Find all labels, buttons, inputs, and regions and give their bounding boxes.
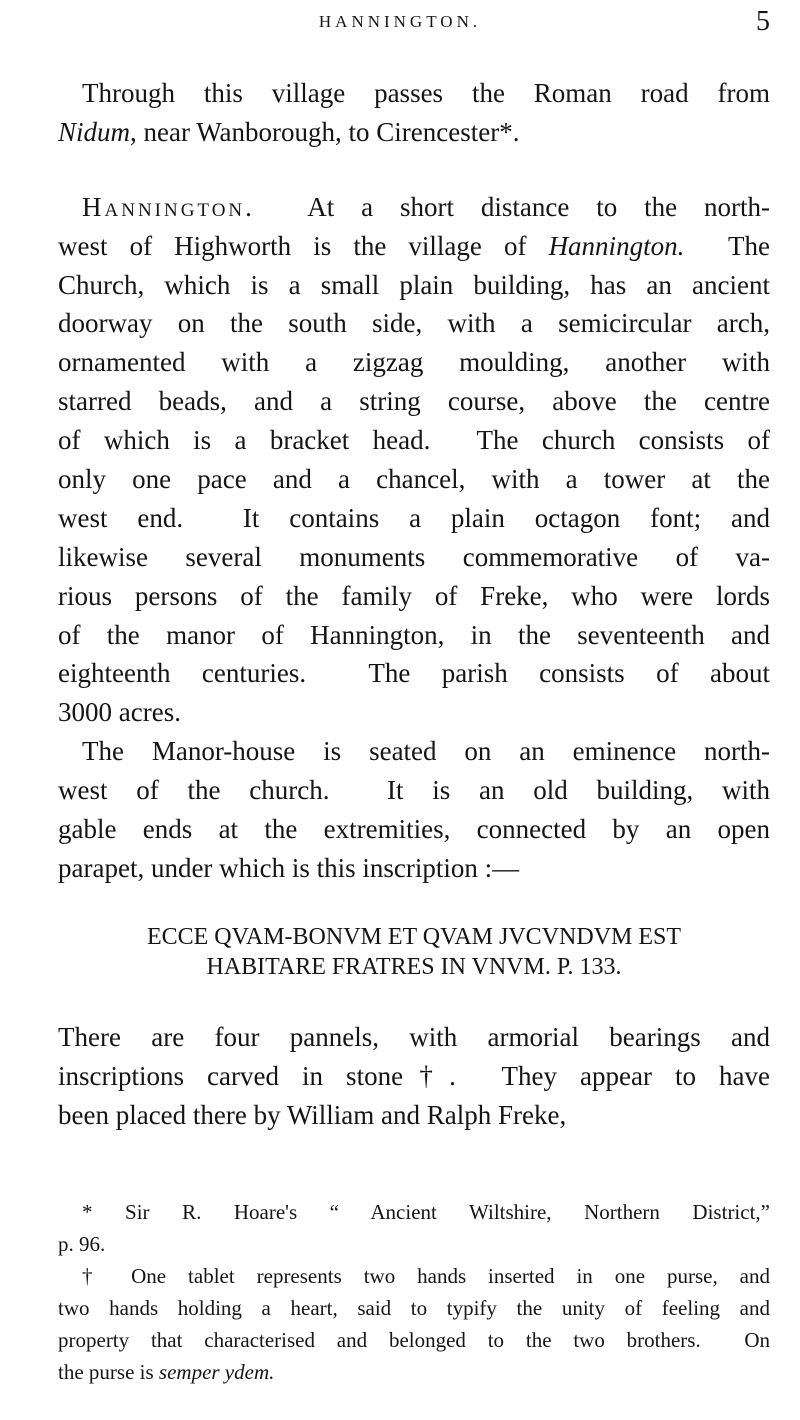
text-segment: property that characterised and belonged to the two brothers. On <box>58 1328 770 1352</box>
text-segment: The <box>684 230 770 261</box>
running-title: HANNINGTON. <box>318 12 482 31</box>
text-segment: 3000 acres. <box>58 697 181 728</box>
text-line <box>58 1018 770 1057</box>
text-segment: west of the church. It is an old building, with <box>58 775 770 806</box>
text-line <box>58 382 770 421</box>
text-line <box>58 1292 770 1324</box>
inscription-line: HABITARE FRATRES IN VNVM. P. 133. <box>206 954 622 980</box>
text-segment: doorway on the south side, with a semicircular arch, <box>58 308 770 339</box>
text-segment: * Sir R. Hoare's “ Ancient Wiltshire, Northern District,” <box>82 1200 770 1224</box>
text-segment: Church, which is a small plain building, has an ancient <box>58 269 770 300</box>
inscription <box>58 922 770 982</box>
text-line <box>58 343 770 382</box>
text-segment: of the manor of Hannington, in the seventeenth and <box>58 619 770 650</box>
text-line <box>58 693 770 732</box>
text-segment: west end. It contains a plain octagon font; and <box>58 502 770 533</box>
page-number: 5 <box>756 6 770 37</box>
text-segment: likewise several monuments commemorative of va- <box>58 541 770 572</box>
text-segment: p. 96. <box>58 1232 106 1256</box>
text-segment: Through this village passes the Roman road from <box>82 78 770 108</box>
text-segment: gable ends at the extremities, connected by an open <box>58 814 770 845</box>
text-line <box>58 113 770 152</box>
text-line <box>58 74 770 113</box>
text-line <box>58 460 770 499</box>
text-line <box>58 1356 770 1388</box>
text-line <box>58 304 770 343</box>
page-header <box>0 6 800 42</box>
text-segment: , near Wanborough, to Cirencester*. <box>130 116 520 147</box>
text-line <box>58 499 770 538</box>
italic-text: Nidum <box>58 116 131 147</box>
text-line <box>58 227 770 266</box>
text-segment: † One tablet represents two hands inserted in one purse, and <box>82 1264 770 1288</box>
footnotes <box>58 1196 770 1388</box>
text-segment: At a short distance to the north- <box>254 191 770 222</box>
text-segment: The Manor-house is seated on an eminence north- <box>82 736 770 767</box>
text-line <box>58 771 770 810</box>
text-line <box>58 732 770 771</box>
text-line <box>58 421 770 460</box>
text-segment: There are four pannels, with armorial bearings and <box>58 1022 770 1052</box>
text-line <box>58 538 770 577</box>
text-line <box>58 616 770 655</box>
text-segment: only one pace and a chancel, with a tower at the <box>58 464 770 495</box>
text-line <box>58 1228 770 1260</box>
text-segment: west of Highworth is the village of <box>58 230 549 261</box>
text-segment: ornamented with a zigzag moulding, another with <box>58 347 770 378</box>
text-line <box>58 654 770 693</box>
text-segment: starred beads, and a string course, above the centre <box>58 386 770 417</box>
text-segment: Hannington. <box>82 191 255 222</box>
text-line <box>58 577 770 616</box>
text-segment: rious persons of the family of Freke, who were lords <box>58 580 770 611</box>
body-text <box>58 74 770 888</box>
text-segment: inscriptions carved in stone†. They appear to have <box>58 1060 770 1091</box>
text-line <box>58 849 770 888</box>
text-line <box>58 266 770 305</box>
text-segment: the purse is <box>58 1360 159 1384</box>
text-line <box>58 810 770 849</box>
text-segment: two hands holding a heart, said to typify the unity of feeling and <box>58 1296 770 1320</box>
text-line <box>58 1196 770 1228</box>
text-line <box>58 188 770 227</box>
text-segment: parapet, under which is this inscription :— <box>58 852 520 883</box>
text-line <box>58 1260 770 1292</box>
text-line <box>58 1057 770 1096</box>
body-text-continued <box>58 1018 770 1135</box>
text-line <box>58 1324 770 1356</box>
text-segment: eighteenth centuries. The parish consists of about <box>58 658 770 689</box>
italic-text: Hannington. <box>548 230 685 261</box>
inscription-line: ECCE QVAM-BONVM ET QVAM JVCVNDVM EST <box>146 924 682 950</box>
text-line <box>58 1096 770 1135</box>
text-segment: of which is a bracket head. The church consists of <box>58 425 770 456</box>
italic-text: semper ydem. <box>158 1360 275 1384</box>
text-segment: been placed there by William and Ralph Freke, <box>58 1099 567 1130</box>
